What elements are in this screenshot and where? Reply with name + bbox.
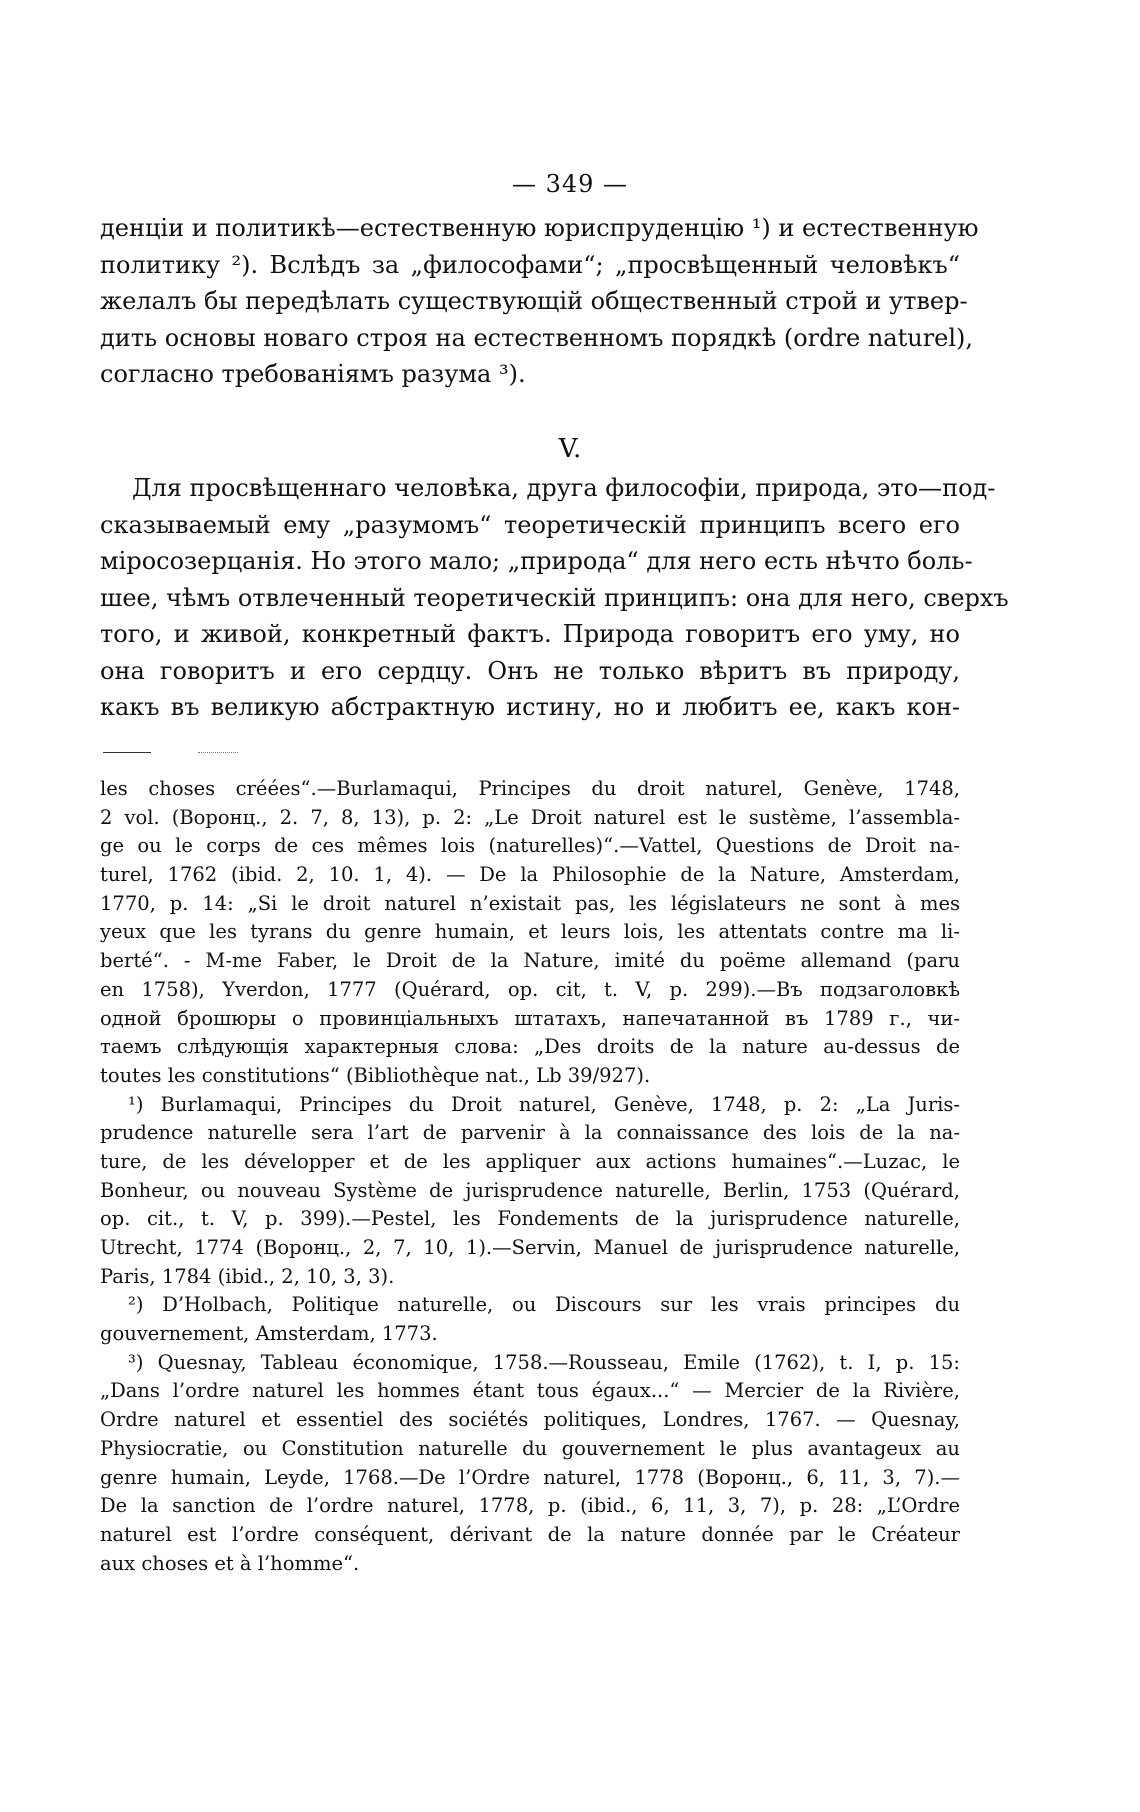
footnote-line: toutes les constitutions“ (Bibliothèque nat., Lb 39/927).	[100, 1063, 651, 1087]
section-paragraph	[100, 470, 1009, 726]
footnote-line: таемъ слѣдующія характерныя слова: „Des droits de la nature au-dessus de	[100, 1035, 960, 1059]
footnote-line: 1770, p. 14: „Si le droit naturel n’existait pas, les législateurs ne sont à mes	[100, 891, 960, 915]
text-line: политику ²). Вслѣдъ за „философами“; „просвѣщенный человѣкъ“	[100, 250, 960, 279]
section-heading: V.	[558, 434, 582, 464]
footnote-line: naturel est l’ordre conséquent, dérivant de la nature donnée par le Créateur	[100, 1522, 960, 1546]
footnote-line: berté“. - M-me Faber, le Droit de la Nature, imité du poëme allemand (paru	[100, 949, 960, 973]
footnote-line: Paris, 1784 (ibid., 2, 10, 3, 3).	[100, 1264, 395, 1288]
footnote-line: Utrecht, 1774 (Воронц., 2, 7, 10, 1).—Servin, Manuel de jurisprudence naturelle,	[100, 1236, 960, 1259]
footnote-line: genre humain, Leyde, 1768.—De l’Ordre naturel, 1778 (Воронц., 6, 11, 3, 7).—	[100, 1465, 960, 1489]
footnote-line: одной брошюры о провинціальныхъ штатахъ, напечатанной въ 1789 г., чи-	[100, 1006, 960, 1030]
footnote-line: prudence naturelle sera l’art de parvenir à la connaissance des lois de la na-	[100, 1121, 960, 1145]
footnote-line: 2 vol. (Воронц., 2. 7, 8, 13), p. 2: „Le Droit naturel est le sustème, l’assembla-	[100, 805, 960, 829]
footnote-line: De la sanction de l’ordre naturel, 1778, p. (ibid., 6, 11, 3, 7), p. 28: „L’Ordre	[100, 1494, 960, 1518]
footnote-line: turel, 1762 (ibid. 2, 10. 1, 4). — De la Philosophie de la Nature, Amsterdam,	[100, 863, 960, 887]
footnote-line: op. cit., t. V, p. 399).—Pestel, les Fondements de la jurisprudence naturelle,	[100, 1207, 960, 1231]
footnote-line: ture, de les développer et de les appliquer aux actions humaines“.—Luzac, le	[100, 1149, 960, 1173]
text-line: сказываемый ему „разумомъ“ теоретическій принципъ всего его	[100, 510, 960, 539]
footnote-line: Ordre naturel et essentiel des sociétés politiques, Londres, 1767. — Quesnay,	[100, 1408, 960, 1432]
text-line: она говоритъ и его сердцу. Онъ не только вѣритъ въ природу,	[100, 656, 960, 685]
footnote-line: yeux que les tyrans du genre humain, et leurs lois, les attentats contre ma li-	[100, 920, 960, 944]
footnote-line: les choses créées“.—Burlamaqui, Principes du droit naturel, Genève, 1748,	[100, 777, 960, 800]
text-line: какъ въ великую абстрактную истину, но и любитъ ее, какъ кон-	[100, 693, 960, 721]
footnote-1-line: ¹) Burlamaqui, Principes du Droit naturel, Genève, 1748, p. 2: „La Juris-	[128, 1092, 960, 1116]
text-line: міросозерцанія. Но этого мало; „природа“ для него есть нѣчто боль-	[100, 547, 973, 575]
footnote-line: aux choses et à l’homme“.	[100, 1551, 360, 1575]
footnote-line: „Dans l’ordre naturel les hommes étant tous égaux...“ — Mercier de la Rivière,	[100, 1379, 960, 1403]
footnote-divider	[103, 752, 151, 753]
text-line: шее, чѣмъ отвлеченный теоретическій принципъ: она для него, сверхъ	[100, 583, 1009, 612]
footnote-2-line: ²) D’Holbach, Politique naturelle, ou Discours sur les vrais principes du	[128, 1293, 960, 1317]
text-line: желалъ бы передѣлать существующій общественный строй и утвер-	[100, 287, 968, 315]
footnote-line: gouvernement, Amsterdam, 1773.	[100, 1322, 438, 1346]
footnotes	[100, 775, 960, 1578]
page-number: — 349 —	[511, 170, 629, 198]
text-line: согласно требованіямъ разума ³).	[100, 360, 526, 388]
footnote-line: en 1758), Yverdon, 1777 (Quérard, op. cit, t. V, p. 299).—Въ подзаголовкѣ	[100, 977, 960, 1001]
footnote-line: Bonheur, ou nouveau Système de jurisprudence naturelle, Berlin, 1753 (Quérard,	[100, 1178, 960, 1202]
text-line: Для просвѣщеннаго человѣка, друга философіи, природа, это—под-	[132, 474, 996, 502]
intro-paragraph	[100, 210, 979, 393]
footnote-line: Physiocratie, ou Constitution naturelle du gouvernement le plus avantageux au	[100, 1436, 960, 1460]
text-line: дить основы новаго строя на естественномъ порядкѣ (ordre naturel),	[100, 323, 974, 352]
footnote-3-line: ³) Quesnay, Tableau économique, 1758.—Rousseau, Emile (1762), t. I, p. 15:	[128, 1350, 960, 1374]
footnote-divider-dots	[198, 752, 238, 753]
footnote-line: ge ou le corps de ces mêmes lois (naturelles)“.—Vattel, Questions de Droit na-	[100, 834, 960, 858]
text-line: того, и живой, конкретный фактъ. Природа говоритъ его уму, но	[100, 620, 960, 648]
text-line: денціи и политикѣ—естественную юриспруденцію ¹) и естественную	[100, 214, 979, 242]
